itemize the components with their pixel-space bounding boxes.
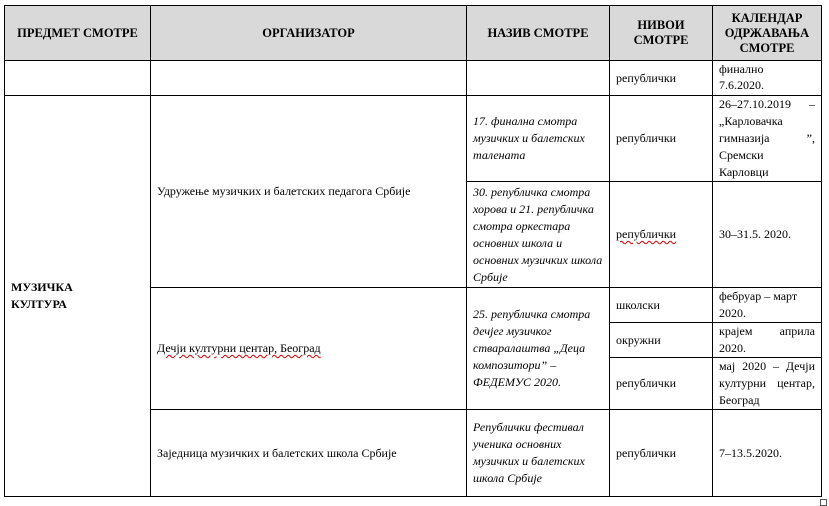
name-cell: Републички фестивал ученика основних музичких и балетских школа Србије <box>467 410 610 497</box>
table-resize-handle[interactable] <box>820 499 827 506</box>
header-name: НАЗИВ СМОТРЕ <box>467 6 610 61</box>
calendar-cell: мај 2020 – Дечји културни центар, Београд <box>713 358 822 410</box>
organizer-cell: Удружење музичких и балетских педагога Србије <box>151 96 467 288</box>
table-row <box>5 96 822 182</box>
name-cell: 30. републичка смотра хорова и 21. републичка смотра оркестара основних школа и основних музичких школа Србије <box>467 182 610 288</box>
header-row <box>5 6 822 61</box>
header-subject: ПРЕДМЕТ СМОТРЕ <box>5 6 151 61</box>
header-calendar: КАЛЕНДАР ОДРЖАВАЊА СМОТРЕ <box>713 6 822 61</box>
calendar-cell: фебруар – март 2020. <box>713 288 822 323</box>
empty-cell <box>5 61 151 96</box>
calendar-cell: 30–31.5. 2020. <box>713 182 822 288</box>
name-cell: 17. финална смотра музичких и балетских талената <box>467 96 610 182</box>
name-cell: 25. републичка смотра дечјег музичког стваралаштва „Деца композитори” – ФЕДЕМУС 2020. <box>467 288 610 410</box>
level-cell: републички <box>610 358 713 410</box>
level-cell: републички <box>610 96 713 182</box>
level-cell: републички <box>610 410 713 497</box>
calendar-cell: крајем априла 2020. <box>713 323 822 358</box>
organizer-cell: Заједница музичких и балетских школа Србије <box>151 410 467 497</box>
competitions-table <box>4 5 822 497</box>
level-cell: школски <box>610 288 713 323</box>
level-cell: окружни <box>610 323 713 358</box>
subject-cell: МУЗИЧКА КУЛТУРА <box>5 96 151 497</box>
calendar-cell: 26–27.10.2019 – „Карловачка гимназија ”, Сремски Карловци <box>713 96 822 182</box>
empty-cell <box>151 61 467 96</box>
organizer-cell: Дечји културни центар, Београд <box>151 288 467 410</box>
level-cell: републички <box>610 61 713 96</box>
calendar-cell: финално 7.6.2020. <box>713 61 822 96</box>
header-organizer: ОРГАНИЗАТОР <box>151 6 467 61</box>
level-cell: републички <box>610 182 713 288</box>
header-level: НИВОИ СМОТРЕ <box>610 6 713 61</box>
empty-cell <box>467 61 610 96</box>
calendar-cell: 7–13.5.2020. <box>713 410 822 497</box>
table-row <box>5 61 822 96</box>
